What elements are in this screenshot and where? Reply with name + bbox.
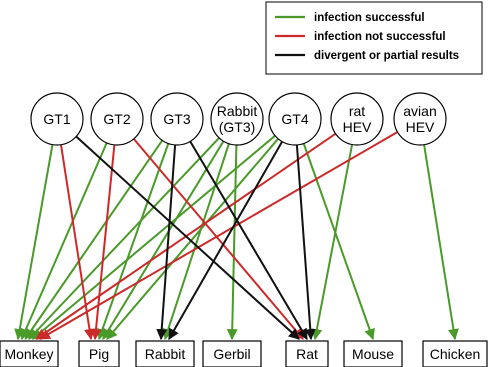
edge-gt4-to-rat — [297, 145, 311, 339]
legend — [266, 2, 482, 74]
target-label-rabbit: Rabbit — [144, 346, 186, 362]
legend-not-successful-label: infection not successful — [314, 31, 446, 43]
target-label-monkey: Monkey — [4, 346, 54, 362]
source-label-rat: rat — [348, 103, 366, 119]
edge-avian-to-monkey — [40, 132, 398, 339]
edge-gt4-to-monkey — [33, 136, 275, 339]
edge-rat-to-rat — [315, 145, 352, 340]
legend-successful-label: infection successful — [314, 12, 425, 24]
source-label-rat: HEV — [342, 119, 372, 135]
target-label-pig: Pig — [88, 346, 110, 362]
target-node-pig — [79, 341, 119, 367]
target-node-gerbil — [203, 341, 261, 367]
edge-gt2-to-pig — [95, 145, 114, 339]
target-node-rabbit — [136, 341, 194, 367]
target-node-chicken — [423, 341, 487, 367]
edge-gt4-to-mouse — [304, 144, 373, 340]
edge-gt2-to-rat — [134, 139, 303, 339]
targets-layer — [0, 341, 487, 367]
source-label-gt1: GT1 — [43, 111, 71, 127]
edge-gt3-to-monkey — [25, 140, 162, 339]
source-node-gt3 — [151, 93, 203, 145]
legend-divergent-label: divergent or partial results — [314, 50, 460, 62]
source-label-avian: avian — [403, 103, 437, 119]
source-node-rabbit — [211, 93, 263, 145]
edge-avian-to-chicken — [424, 145, 455, 339]
source-node-gt4 — [269, 93, 321, 145]
edge-gt3-to-rat — [190, 141, 307, 339]
source-node-gt2 — [91, 93, 143, 145]
target-node-rat — [286, 341, 328, 367]
edge-gt3-to-pig — [99, 144, 168, 340]
target-label-chicken: Chicken — [429, 346, 481, 362]
edge-rabbit-to-gerbil — [232, 145, 236, 339]
edges-layer — [18, 132, 455, 339]
source-label-rabbit: (GT3) — [218, 119, 256, 135]
edge-gt1-to-pig — [61, 145, 91, 339]
source-label-gt4: GT4 — [281, 111, 309, 127]
source-label-avian: HEV — [405, 119, 435, 135]
edge-gt4-to-pig — [107, 139, 278, 339]
sources-layer — [31, 93, 446, 145]
target-node-mouse — [344, 341, 402, 367]
source-label-rabbit: Rabbit — [216, 103, 258, 119]
edge-rabbit-to-monkey — [29, 138, 219, 339]
source-node-avian — [394, 93, 446, 145]
target-label-mouse: Mouse — [351, 346, 395, 362]
source-label-gt3: GT3 — [163, 111, 191, 127]
source-node-gt1 — [31, 93, 83, 145]
target-label-gerbil: Gerbil — [213, 346, 251, 362]
source-label-gt2: GT2 — [103, 111, 131, 127]
target-node-monkey — [0, 341, 58, 367]
source-node-rat — [331, 93, 383, 145]
target-label-rat: Rat — [296, 346, 318, 362]
